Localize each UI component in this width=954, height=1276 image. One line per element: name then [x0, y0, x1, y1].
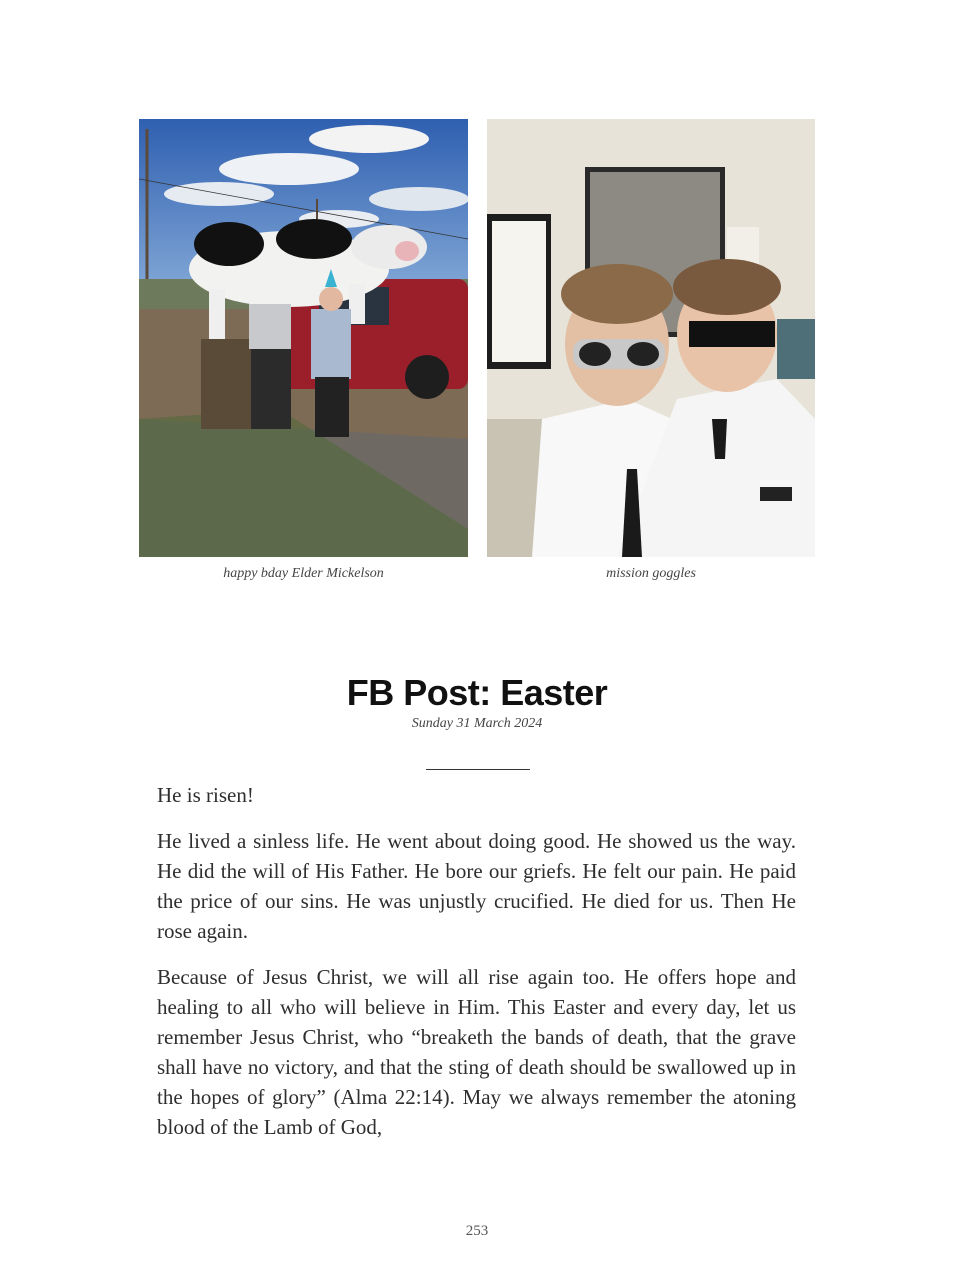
post-date: Sunday 31 March 2024 [411, 716, 543, 731]
post-title: FB Post: Easter [346, 672, 608, 713]
post-body [157, 780, 796, 1158]
paragraph-3: Because of Jesus Christ, we will all rise again too. He offers hope and healing to all who will believe in Him. This Easter and every day, let us remember Jesus Christ, who “breaketh the bands of death, that the grave shall have no victory, and that the sting of death should be swallowed up in the hopes of glory” (Alma 22:14). May we always remember the atoning blood of the Lamb of God, [157, 965, 796, 1139]
page-number: 253 [465, 1223, 489, 1239]
divider [426, 769, 530, 770]
photo-caption-2: mission goggles [606, 566, 696, 581]
photo-cow-statue [139, 119, 468, 557]
photo-mission-goggles [487, 119, 815, 557]
paragraph-2: He lived a sinless life. He went about doing good. He showed us the way. He did the will of His Father. He bore our griefs. He felt our pain. He paid the price of our sins. He was unjustly crucified. He died for us. Then He rose again. [157, 829, 796, 943]
paragraph-1: He is risen! [157, 783, 254, 807]
photo-caption-1: happy bday Elder Mickelson [223, 566, 384, 581]
